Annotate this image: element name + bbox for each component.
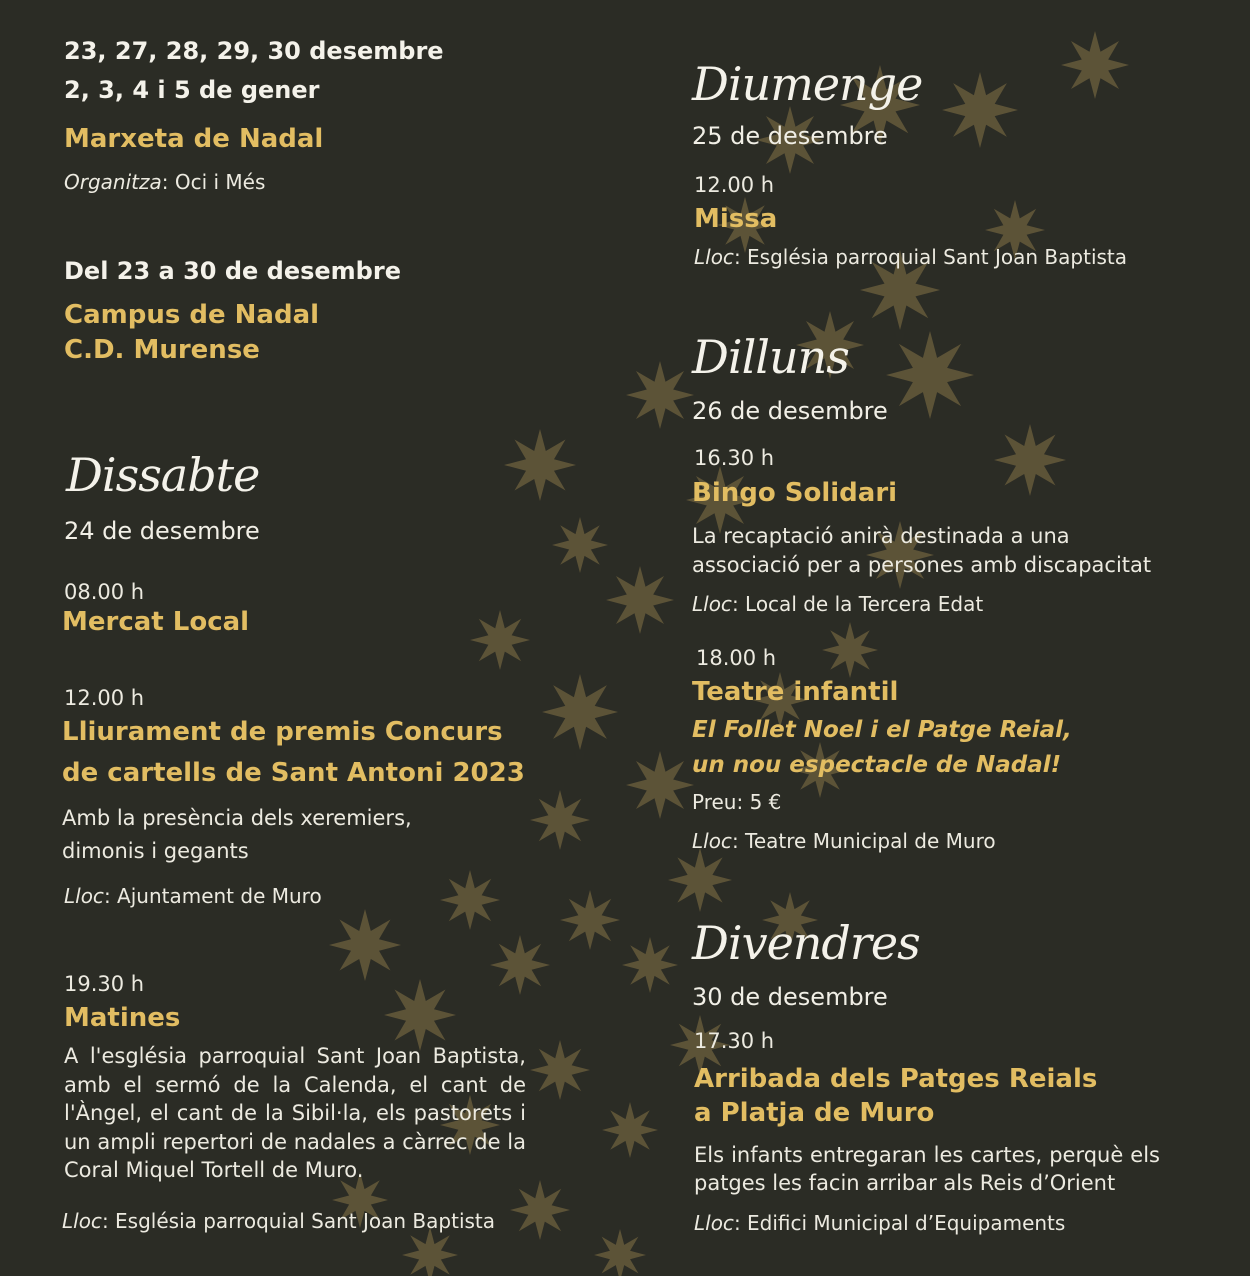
star-icon [552, 517, 608, 573]
star-icon [504, 429, 576, 501]
market-title: Marxeta de Nadal [64, 124, 324, 154]
campus-title-line2: C.D. Murense [64, 335, 260, 365]
event-description: La recaptació anirà destinada a una [692, 524, 1070, 548]
star-icon [594, 1229, 646, 1276]
star-icon [384, 979, 456, 1051]
star-icon [329, 909, 401, 981]
campus-dates: Del 23 a 30 de desembre [64, 257, 401, 285]
monday-date: 26 de desembre [692, 397, 888, 425]
star-icon [942, 72, 1018, 148]
event-description: Els infants entregaran les cartes, perquè els patges les facin arribar als Reis d’Orient [694, 1143, 1160, 1195]
day-heading-friday: Divendres [692, 916, 920, 970]
star-icon [510, 1180, 570, 1240]
star-icon [602, 1102, 658, 1158]
event-description: A l'església parroquial Sant Joan Baptista, amb el sermó de la Calenda, el cant de l'Àngel, el cant de la Sibil·la, els pastorets i un ampli repertori de nadales a càrrec de la Coral Miquel Tortell de Muro. [64, 1044, 526, 1183]
event-location: Lloc: Teatre Municipal de Muro [692, 829, 996, 853]
event-time: 12.00 h [64, 686, 145, 710]
event-title: a Platja de Muro [694, 1098, 935, 1128]
day-heading-saturday: Dissabte [66, 448, 260, 502]
event-title: de cartells de Sant Antoni 2023 [62, 758, 525, 788]
market-dates-line2: 2, 3, 4 i 5 de gener [64, 76, 320, 104]
star-icon [402, 1227, 458, 1276]
event-location: Lloc: Local de la Tercera Edat [692, 592, 984, 616]
event-title: Teatre infantil [692, 677, 899, 707]
star-icon [668, 848, 732, 912]
star-icon [886, 331, 974, 419]
star-icon [542, 674, 618, 750]
star-icon [440, 870, 500, 930]
star-icon [530, 1040, 590, 1100]
event-location: Lloc: Edifici Municipal d’Equipaments [694, 1211, 1066, 1235]
event-location: Lloc: Església parroquial Sant Joan Baptista [694, 245, 1128, 269]
event-title: Lliurament de premis Concurs [62, 717, 503, 747]
event-description: associació per a persones amb discapacitat [692, 553, 1152, 577]
event-location: Lloc: Església parroquial Sant Joan Baptista [62, 1209, 496, 1233]
star-icon [490, 935, 550, 995]
star-icon [626, 361, 694, 429]
event-description: Amb la presència dels xeremiers, [62, 806, 412, 830]
event-description: dimonis i gegants [62, 839, 249, 863]
market-organizer: Organitza: Oci i Més [64, 170, 266, 194]
star-icon [622, 937, 678, 993]
star-icon [994, 424, 1066, 496]
market-dates-line1: 23, 27, 28, 29, 30 desembre [64, 37, 444, 65]
star-icon [530, 790, 590, 850]
saturday-date: 24 de desembre [64, 517, 260, 545]
event-location: Lloc: Ajuntament de Muro [64, 884, 322, 908]
event-title: Bingo Solidari [692, 478, 898, 508]
star-icon [470, 610, 530, 670]
star-icon [606, 566, 674, 634]
star-icon [1061, 31, 1129, 99]
sunday-date: 25 de desembre [692, 122, 888, 150]
day-heading-monday: Dilluns [692, 330, 849, 384]
friday-date: 30 de desembre [692, 983, 888, 1011]
event-time: 12.00 h [694, 173, 775, 197]
event-time: 16.30 h [694, 446, 775, 470]
event-subtitle: El Follet Noel i el Patge Reial, [692, 717, 1072, 743]
event-title: Arribada dels Patges Reials [694, 1064, 1098, 1094]
star-icon [560, 890, 620, 950]
event-price: Preu: 5 € [692, 790, 782, 814]
event-time: 08.00 h [64, 580, 145, 604]
event-title: Missa [694, 204, 778, 234]
event-subtitle: un nou espectacle de Nadal! [692, 752, 1062, 778]
event-title: Mercat Local [62, 607, 250, 637]
event-time: 18.00 h [696, 646, 777, 670]
day-heading-sunday: Diumenge [692, 57, 923, 111]
campus-title-line1: Campus de Nadal [64, 300, 320, 330]
star-icon [822, 622, 878, 678]
event-title: Matines [64, 1003, 181, 1033]
event-time: 19.30 h [64, 972, 145, 996]
star-icon [626, 751, 694, 819]
event-time: 17.30 h [694, 1029, 775, 1053]
